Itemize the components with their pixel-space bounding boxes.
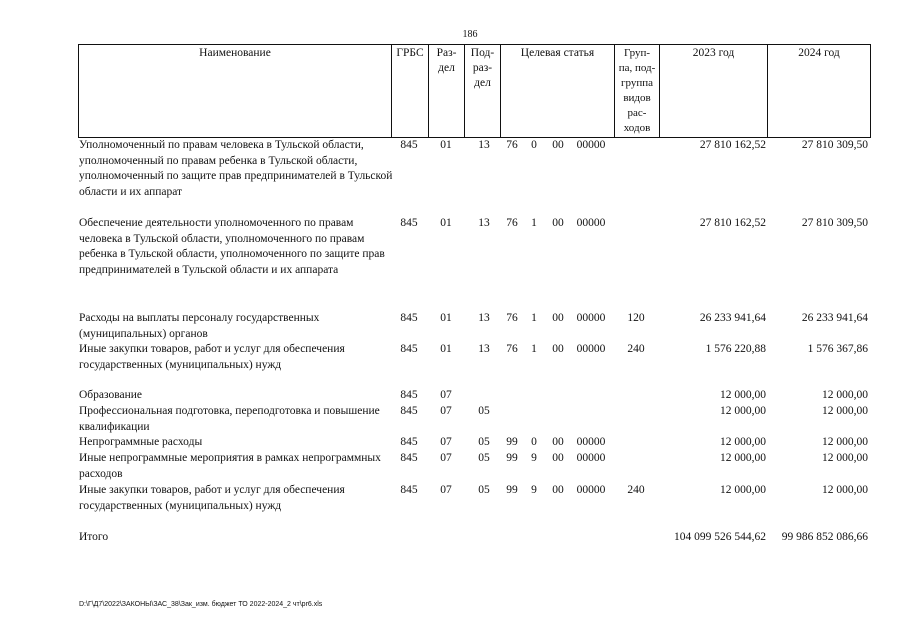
- row-vid: 240: [627, 484, 645, 496]
- row-2024: 26 233 941,64: [801, 312, 868, 324]
- total-label: Итого: [79, 531, 109, 543]
- row-2023: 12 000,00: [720, 436, 766, 448]
- file-path: D:\Г\Д7\2022\ЗАКОНЫ\ЗАС_38\Зак_изм. бюджет ТО 2022-2024_2 чт\pr6.xls: [79, 601, 323, 608]
- page-number: 186: [462, 29, 478, 40]
- column-header-name: Наименование: [199, 47, 271, 59]
- row-target-1: 99: [506, 484, 518, 496]
- row-name: Иные закупки товаров, работ и услуг для обеспечения государственных (муниципальных) нужд: [79, 484, 345, 512]
- row-2024: 12 000,00: [822, 452, 868, 464]
- row-target-2: 0: [531, 139, 537, 151]
- row-name: Непрограммные расходы: [79, 436, 203, 448]
- row-target-3: 00: [552, 139, 564, 151]
- row-target-3: 00: [552, 484, 564, 496]
- row-podrazdel: 13: [478, 139, 490, 151]
- row-target-3: 00: [552, 343, 564, 355]
- row-2024: 12 000,00: [822, 436, 868, 448]
- row-name: Расходы на выплаты персоналу государственных (муниципальных) органов: [79, 312, 320, 340]
- row-grbs: 845: [400, 436, 418, 448]
- row-target-1: 99: [506, 452, 518, 464]
- row-2023: 12 000,00: [720, 484, 766, 496]
- header-top-line: [78, 44, 871, 45]
- row-razdel: 07: [440, 484, 452, 496]
- row-2024: 1 576 367,86: [807, 343, 868, 355]
- row-2023: 26 233 941,64: [699, 312, 766, 324]
- total-2024: 99 986 852 086,66: [781, 531, 868, 543]
- row-razdel: 01: [440, 139, 452, 151]
- row-target-2: 1: [531, 312, 537, 324]
- column-header-razdel: Раз- дел: [436, 47, 457, 74]
- row-podrazdel: 13: [478, 312, 490, 324]
- row-target-4: 00000: [576, 484, 606, 496]
- row-vid: 120: [627, 312, 645, 324]
- row-grbs: 845: [400, 217, 418, 229]
- total-2023: 104 099 526 544,62: [674, 531, 766, 543]
- column-header-podrazdel: Под- раз- дел: [470, 47, 495, 89]
- row-target-4: 00000: [576, 312, 606, 324]
- row-2024: 27 810 309,50: [801, 217, 868, 229]
- row-name: Иные закупки товаров, работ и услуг для обеспечения государственных (муниципальных) нужд: [79, 343, 345, 371]
- column-header-target: Целевая статья: [520, 47, 595, 59]
- row-2023: 12 000,00: [720, 452, 766, 464]
- row-target-2: 1: [531, 343, 537, 355]
- row-target-3: 00: [552, 452, 564, 464]
- row-razdel: 07: [440, 452, 452, 464]
- row-name: Профессиональная подготовка, переподготовка и повышение квалификации: [79, 405, 380, 433]
- row-name: Иные непрограммные мероприятия в рамках непрограммных расходов: [79, 452, 381, 480]
- row-target-1: 76: [506, 217, 518, 229]
- row-name: Уполномоченный по правам человека в Тульской области, уполномоченный по правам ребенка в Тульской области, уполномоченный по защите прав предпринимателей в Тульской области и их аппарат: [79, 139, 393, 198]
- row-2023: 27 810 162,52: [699, 139, 766, 151]
- row-grbs: 845: [400, 389, 418, 401]
- row-target-3: 00: [552, 217, 564, 229]
- row-target-1: 76: [506, 139, 518, 151]
- row-podrazdel: 05: [478, 452, 490, 464]
- row-2024: 12 000,00: [822, 484, 868, 496]
- row-2024: 12 000,00: [822, 389, 868, 401]
- row-target-1: 76: [506, 312, 518, 324]
- row-target-3: 00: [552, 312, 564, 324]
- row-vid: 240: [627, 343, 645, 355]
- row-razdel: 07: [440, 436, 452, 448]
- row-target-4: 00000: [576, 436, 606, 448]
- column-header-vid: Груп- па, под- группа видов рас- ходов: [618, 47, 656, 134]
- row-target-4: 00000: [576, 452, 606, 464]
- row-target-2: 1: [531, 217, 537, 229]
- row-target-2: 9: [531, 484, 537, 496]
- row-target-4: 00000: [576, 343, 606, 355]
- column-header-grbs: ГРБС: [396, 47, 424, 59]
- row-target-1: 76: [506, 343, 518, 355]
- row-2023: 1 576 220,88: [705, 343, 766, 355]
- row-name: Обеспечение деятельности уполномоченного по правам человека в Тульской области, уполномоченного по правам ребенка в Тульской области, уполномоченного по защите прав предпринимателей в Тульской области и их аппарата: [79, 217, 385, 276]
- row-target-2: 0: [531, 436, 537, 448]
- row-podrazdel: 05: [478, 484, 490, 496]
- header-right-line: [870, 44, 871, 138]
- row-podrazdel: 05: [478, 405, 490, 417]
- row-podrazdel: 13: [478, 343, 490, 355]
- row-2023: 12 000,00: [720, 405, 766, 417]
- row-grbs: 845: [400, 405, 418, 417]
- row-2024: 12 000,00: [822, 405, 868, 417]
- row-razdel: 01: [440, 217, 452, 229]
- row-grbs: 845: [400, 452, 418, 464]
- column-header-2023: 2023 год: [692, 47, 735, 59]
- row-2023: 12 000,00: [720, 389, 766, 401]
- row-target-3: 00: [552, 436, 564, 448]
- row-podrazdel: 13: [478, 217, 490, 229]
- row-razdel: 01: [440, 312, 452, 324]
- row-razdel: 01: [440, 343, 452, 355]
- row-2023: 27 810 162,52: [699, 217, 766, 229]
- row-grbs: 845: [400, 312, 418, 324]
- row-grbs: 845: [400, 343, 418, 355]
- row-grbs: 845: [400, 139, 418, 151]
- row-name: Образование: [79, 389, 143, 401]
- row-target-1: 99: [506, 436, 518, 448]
- row-target-2: 9: [531, 452, 537, 464]
- row-2024: 27 810 309,50: [801, 139, 868, 151]
- row-podrazdel: 05: [478, 436, 490, 448]
- row-razdel: 07: [440, 389, 452, 401]
- column-header-2024: 2024 год: [798, 47, 840, 59]
- row-target-4: 00000: [576, 139, 606, 151]
- row-grbs: 845: [400, 484, 418, 496]
- row-razdel: 07: [440, 405, 452, 417]
- row-target-4: 00000: [576, 217, 606, 229]
